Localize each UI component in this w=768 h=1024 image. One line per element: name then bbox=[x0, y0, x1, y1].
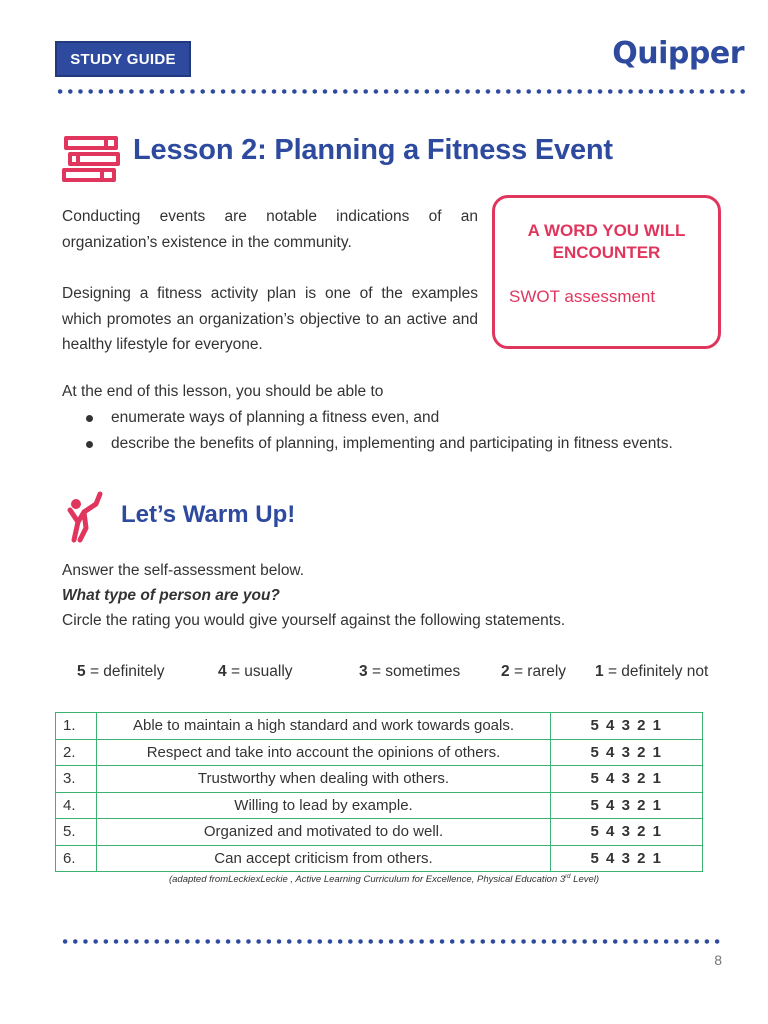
table-row bbox=[56, 819, 703, 846]
scale-number: 1 bbox=[595, 663, 604, 680]
warm-up-instruction-2: Circle the rating you would give yourself against the following statements. bbox=[62, 612, 566, 629]
scale-label: = definitely not bbox=[607, 663, 709, 680]
row-number: 1. bbox=[56, 713, 97, 740]
row-statement: Can accept criticism from others. bbox=[97, 845, 551, 872]
row-statement: Trustworthy when dealing with others. bbox=[97, 766, 551, 793]
scale-label: = rarely bbox=[513, 663, 567, 680]
scale-label: = usually bbox=[230, 663, 293, 680]
row-rating[interactable]: 5 4 3 2 1 bbox=[551, 739, 703, 766]
bottom-divider bbox=[60, 939, 722, 944]
scale-label: = sometimes bbox=[371, 663, 461, 680]
row-statement: Organized and motivated to do well. bbox=[97, 819, 551, 846]
word-box-term: SWOT assessment bbox=[509, 287, 656, 306]
scale-item-3 bbox=[359, 663, 460, 681]
warm-up-title: Let’s Warm Up! bbox=[121, 501, 296, 528]
scale-item-4 bbox=[218, 663, 293, 681]
table-row bbox=[56, 713, 703, 740]
scale-number: 2 bbox=[501, 663, 510, 680]
objectives-intro: At the end of this lesson, you should be able to bbox=[62, 383, 384, 400]
table-row bbox=[56, 766, 703, 793]
scale-number: 5 bbox=[77, 663, 86, 680]
table-row bbox=[56, 792, 703, 819]
row-number: 6. bbox=[56, 845, 97, 872]
scale-item-5 bbox=[77, 663, 164, 681]
row-statement: Respect and take into account the opinions of others. bbox=[97, 739, 551, 766]
warm-up-instruction: Answer the self-assessment below. bbox=[62, 562, 305, 579]
objective-item bbox=[86, 435, 673, 453]
bullet-icon bbox=[86, 441, 93, 448]
page-number: 8 bbox=[714, 952, 722, 968]
row-statement: Willing to lead by example. bbox=[97, 792, 551, 819]
objective-item bbox=[86, 409, 439, 427]
row-rating[interactable]: 5 4 3 2 1 bbox=[551, 713, 703, 740]
row-number: 2. bbox=[56, 739, 97, 766]
row-rating[interactable]: 5 4 3 2 1 bbox=[551, 819, 703, 846]
word-box-title: A WORD YOU WILL ENCOUNTER bbox=[527, 221, 686, 262]
row-rating[interactable]: 5 4 3 2 1 bbox=[551, 766, 703, 793]
study-guide-badge: STUDY GUIDE bbox=[55, 41, 191, 77]
row-rating[interactable]: 5 4 3 2 1 bbox=[551, 845, 703, 872]
credit-text: (adapted fromLeckiexLeckie , Active Learning Curriculum for Excellence, Physical Education 3 bbox=[168, 874, 566, 886]
warm-up-question: What type of person are you? bbox=[62, 587, 280, 604]
table-row bbox=[56, 845, 703, 872]
scale-number: 4 bbox=[218, 663, 227, 680]
objective-text: describe the benefits of planning, implementing and participating in fitness events. bbox=[111, 435, 673, 452]
stretching-person-icon bbox=[62, 488, 108, 544]
scale-item-2 bbox=[501, 663, 566, 681]
word-you-will-encounter-box bbox=[492, 195, 721, 349]
intro-paragraph-2: Designing a fitness activity plan is one of the examples which promotes an organization’s objective to an active and healthy lifestyle for everyone. bbox=[62, 285, 478, 353]
objective-text: enumerate ways of planning a fitness even, and bbox=[111, 409, 440, 426]
row-rating[interactable]: 5 4 3 2 1 bbox=[551, 792, 703, 819]
quipper-logo: Quipper bbox=[612, 36, 744, 71]
row-number: 5. bbox=[56, 819, 97, 846]
top-divider bbox=[55, 89, 747, 94]
table-row bbox=[56, 739, 703, 766]
lesson-title: Lesson 2: Planning a Fitness Event bbox=[133, 134, 613, 166]
books-stack-icon bbox=[60, 130, 122, 184]
scale-item-1 bbox=[595, 663, 708, 681]
credit-end: Level) bbox=[570, 874, 600, 886]
credit-superscript: rd bbox=[565, 874, 571, 880]
self-assessment-table bbox=[55, 712, 703, 872]
row-number: 3. bbox=[56, 766, 97, 793]
row-number: 4. bbox=[56, 792, 97, 819]
scale-number: 3 bbox=[359, 663, 368, 680]
bullet-icon bbox=[86, 415, 93, 422]
source-credit bbox=[0, 874, 768, 885]
row-statement: Able to maintain a high standard and work towards goals. bbox=[97, 713, 551, 740]
intro-paragraph-1: Conducting events are notable indications of an organization’s existence in the community. bbox=[62, 208, 478, 251]
scale-label: = definitely bbox=[89, 663, 165, 680]
